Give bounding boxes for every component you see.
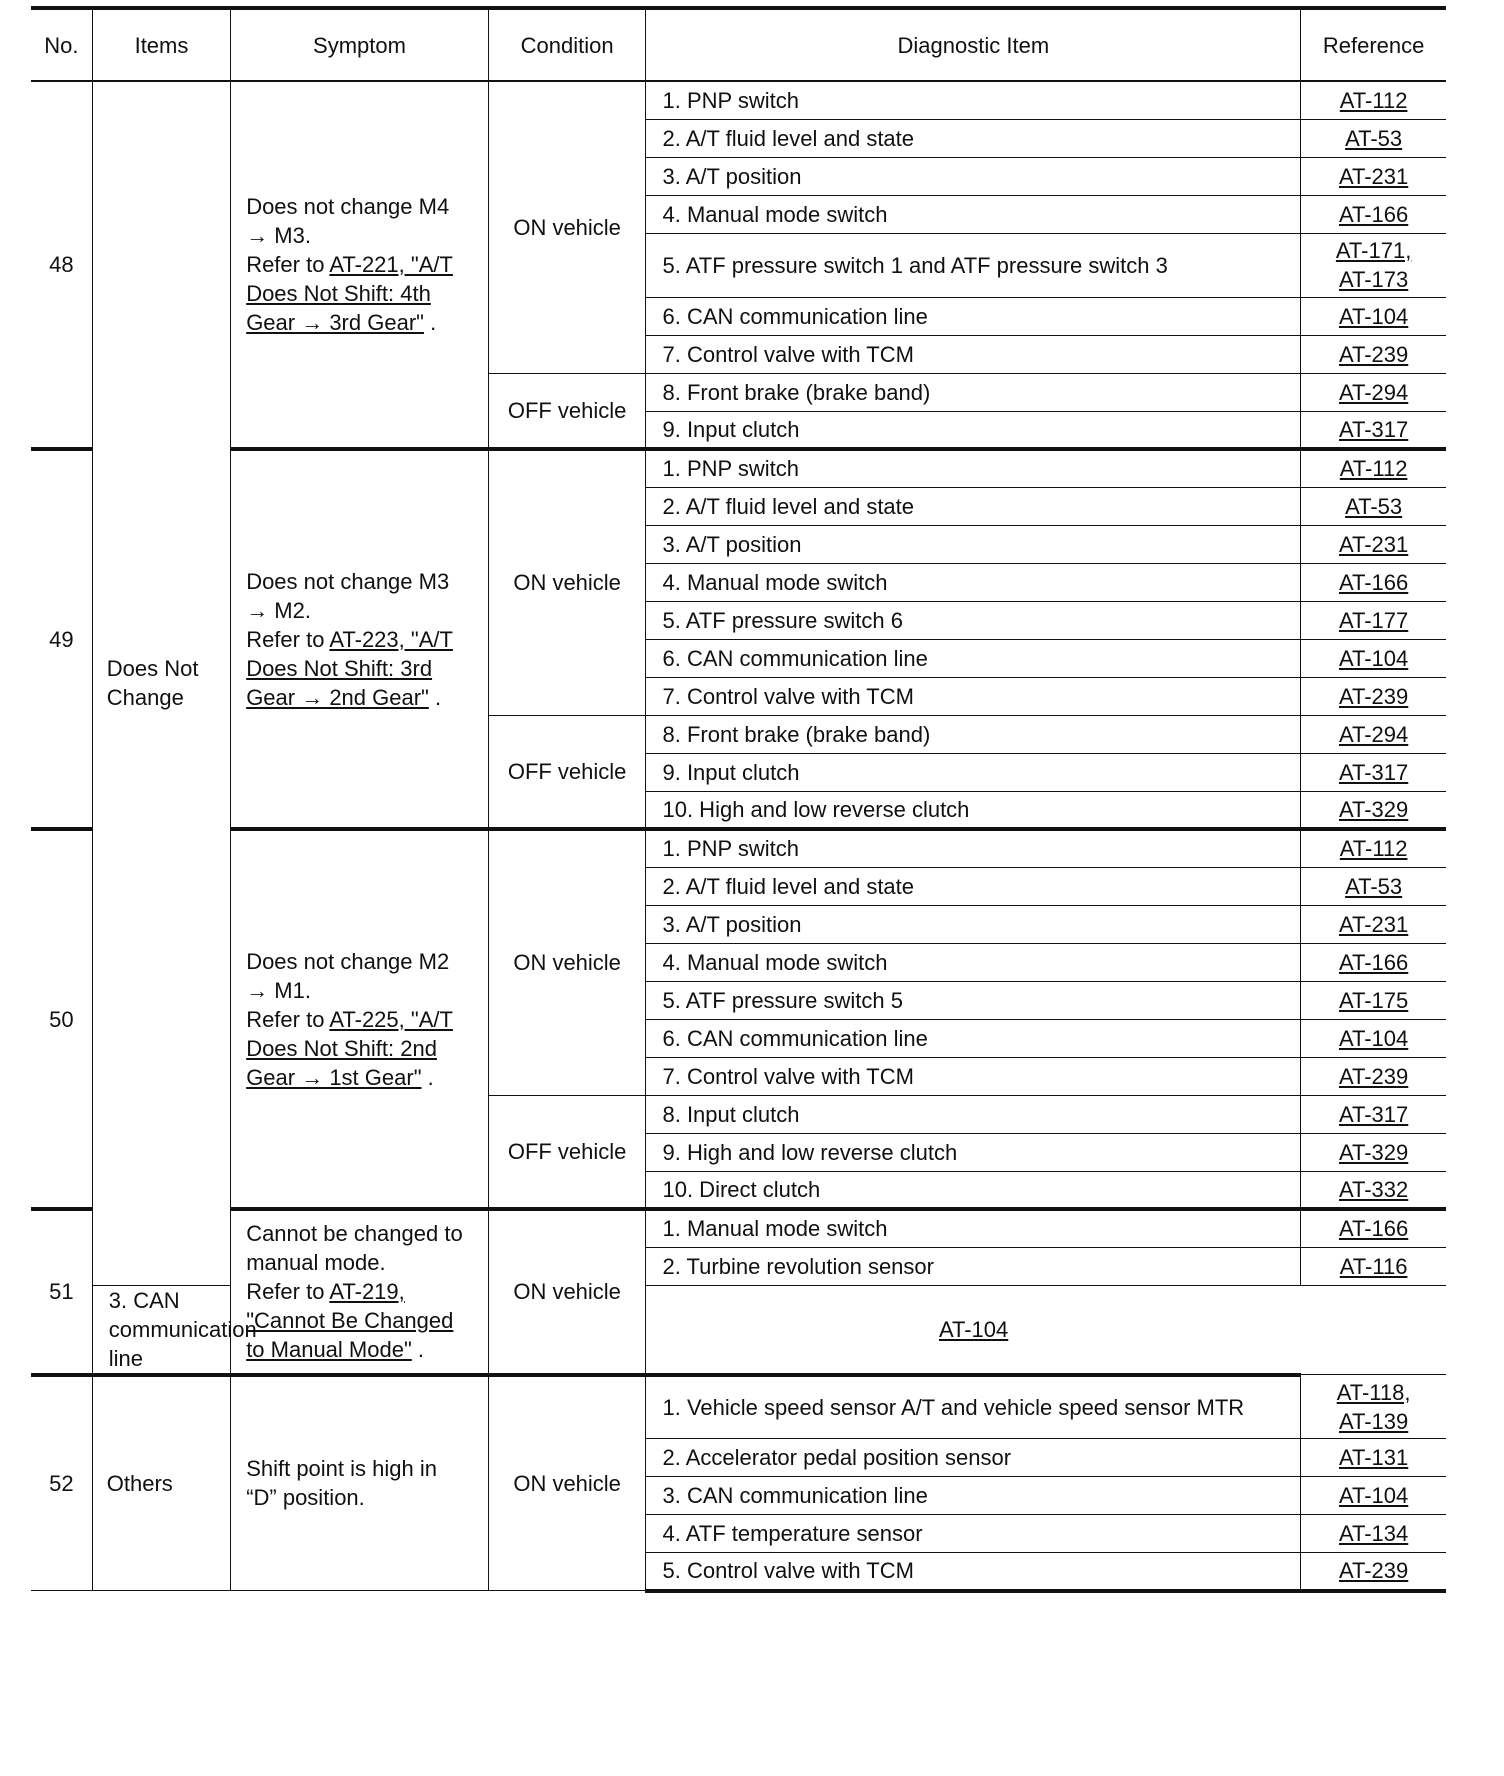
diagnostic-item: 5. ATF pressure switch 6 <box>646 601 1301 639</box>
reference-link[interactable]: AT-139 <box>1338 1408 1409 1434</box>
reference-link[interactable]: AT-332 <box>1338 1176 1409 1202</box>
diagnostic-item: 1. PNP switch <box>646 81 1301 119</box>
diagnostic-item: 6. CAN communication line <box>646 639 1301 677</box>
diagnostic-item: 8. Front brake (brake band) <box>646 373 1301 411</box>
diagnostic-item: 3. A/T position <box>646 157 1301 195</box>
reference-link[interactable]: AT-104 <box>1338 1483 1409 1508</box>
refer-to-text: Refer to <box>246 626 325 652</box>
diagnostic-item: 9. Input clutch <box>646 411 1301 449</box>
symptom-text: Does not change M3 <box>246 568 450 594</box>
condition-cell: OFF vehicle <box>488 715 646 829</box>
reference-link[interactable]: AT-231 <box>1338 531 1409 557</box>
symptom-text: Shift point is high in <box>246 1456 437 1482</box>
refer-to-text: Refer to <box>246 1006 325 1032</box>
reference-link[interactable]: AT-239 <box>1338 683 1409 709</box>
row-number: 51 <box>31 1209 92 1375</box>
reference-link[interactable]: AT-53 <box>1345 873 1403 899</box>
reference-link[interactable]: AT-239 <box>1338 341 1409 367</box>
header-diagnostic-item: Diagnostic Item <box>646 8 1301 81</box>
diagnostic-item: 2. A/T fluid level and state <box>646 867 1301 905</box>
reference-link[interactable]: AT-166 <box>1338 949 1409 975</box>
diagnostic-item: 4. Manual mode switch <box>646 563 1301 601</box>
row-number: 52 <box>31 1375 92 1591</box>
row-number: 49 <box>31 449 92 829</box>
reference-link[interactable]: AT-231 <box>1338 911 1409 937</box>
diagnostic-item: 5. ATF pressure switch 1 and ATF pressure switch 3 <box>646 233 1301 297</box>
reference-link[interactable]: AT-166 <box>1338 201 1409 227</box>
symptom-text: Does not change M2 <box>246 948 450 974</box>
reference-link[interactable]: AT-317 <box>1338 416 1409 442</box>
condition-cell: ON vehicle <box>488 829 646 1095</box>
reference-link[interactable]: AT-231 <box>1338 163 1409 189</box>
row-number: 50 <box>31 829 92 1209</box>
diagnostic-item: 3. CAN communication line <box>646 1477 1301 1515</box>
reference-link[interactable]: AT-112 <box>1339 87 1408 113</box>
reference-link[interactable]: AT-173 <box>1338 267 1409 292</box>
diagnostic-item: 3. A/T position <box>646 525 1301 563</box>
reference-link[interactable]: AT-239 <box>1338 1558 1409 1584</box>
symptom-link[interactable]: Does Not Shift: 2nd <box>246 1035 437 1061</box>
symptom-cell: Does not change M4 → M3. Refer to AT-221, "A/T Does Not Shift: 4th Gear → 3rd Gear" . <box>231 81 489 449</box>
reference-link[interactable]: AT-329 <box>1338 1139 1409 1165</box>
symptom-link[interactable]: AT-219, <box>329 1279 405 1305</box>
diagnostic-item: 9. Input clutch <box>646 753 1301 791</box>
diagnostic-table <box>31 6 1446 1768</box>
symptom-link[interactable]: "Cannot Be Changed <box>246 1308 454 1334</box>
reference-link[interactable]: AT-118, <box>1336 1379 1411 1405</box>
diagnostic-item: 5. Control valve with TCM <box>646 1553 1301 1591</box>
items-cell: Does Not Change <box>92 81 230 1285</box>
diagnostic-item: 1. Manual mode switch <box>646 1209 1301 1247</box>
reference-link[interactable]: AT-131 <box>1338 1445 1409 1470</box>
reference-link[interactable]: AT-317 <box>1338 759 1409 785</box>
refer-to-text: Refer to <box>246 252 325 277</box>
diagnostic-item: 4. ATF temperature sensor <box>646 1515 1301 1553</box>
symptom-text: Cannot be changed to <box>246 1221 463 1247</box>
symptom-cell: Does not change M3 → M2. Refer to AT-223, "A/T Does Not Shift: 3rd Gear → 2nd Gear" . <box>231 449 489 829</box>
reference-link[interactable]: AT-171, <box>1335 238 1412 263</box>
reference-link[interactable]: AT-166 <box>1338 569 1409 595</box>
header-condition: Condition <box>488 8 646 81</box>
diagnostic-item: 7. Control valve with TCM <box>646 677 1301 715</box>
symptom-text: → M3. <box>246 223 311 248</box>
header-symptom: Symptom <box>231 8 489 81</box>
symptom-cell <box>231 1375 489 1591</box>
reference-link[interactable]: AT-294 <box>1338 379 1409 405</box>
diagnostic-item: 4. Manual mode switch <box>646 195 1301 233</box>
condition-cell: ON vehicle <box>488 81 646 373</box>
reference-link[interactable]: AT-112 <box>1339 456 1408 482</box>
table-row <box>31 1209 1446 1247</box>
diagnostic-item: 7. Control valve with TCM <box>646 1057 1301 1095</box>
diagnostic-item: 8. Input clutch <box>646 1095 1301 1133</box>
diagnostic-item: 6. CAN communication line <box>646 1019 1301 1057</box>
diagnostic-item: 2. Accelerator pedal position sensor <box>646 1439 1301 1477</box>
table-row <box>31 449 1446 487</box>
reference-link[interactable]: AT-104 <box>1338 303 1409 329</box>
reference-link[interactable]: AT-134 <box>1338 1521 1409 1546</box>
reference-link[interactable]: AT-104 <box>1338 645 1409 671</box>
diagnostic-item: 1. PNP switch <box>646 829 1301 867</box>
condition-cell: ON vehicle <box>488 1375 646 1591</box>
reference-link[interactable]: AT-177 <box>1338 607 1409 633</box>
symptom-cell: Does not change M2 → M1. Refer to AT-225, "A/T Does Not Shift: 2nd Gear → 1st Gear" . <box>231 829 489 1209</box>
symptom-text: → M2. <box>246 597 311 623</box>
header-row <box>31 8 1446 81</box>
diagnostic-item: 1. Vehicle speed sensor A/T and vehicle speed sensor MTR <box>646 1375 1301 1439</box>
items-cell: Others <box>92 1375 230 1591</box>
diagnostic-item: 2. A/T fluid level and state <box>646 119 1301 157</box>
diagnostic-item: 5. ATF pressure switch 5 <box>646 981 1301 1019</box>
reference-link[interactable]: AT-175 <box>1338 987 1409 1013</box>
diagnostic-item: 1. PNP switch <box>646 449 1301 487</box>
reference-link[interactable]: AT-166 <box>1338 1216 1409 1242</box>
reference-link[interactable]: AT-294 <box>1338 721 1409 747</box>
table-row <box>31 81 1446 119</box>
table-row <box>31 829 1446 867</box>
symptom-link[interactable]: AT-221, "A/T <box>329 252 453 277</box>
condition-cell: ON vehicle <box>488 449 646 715</box>
reference-link[interactable]: AT-53 <box>1345 125 1403 151</box>
diagnostic-item: 3. CAN communication line <box>92 1285 230 1375</box>
symptom-link[interactable]: AT-225, "A/T <box>329 1006 453 1032</box>
reference-link[interactable]: AT-53 <box>1345 493 1403 519</box>
condition-cell: OFF vehicle <box>488 1095 646 1209</box>
symptom-link[interactable]: Gear → 2nd Gear" <box>246 684 429 710</box>
reference-link[interactable]: AT-116 <box>1339 1253 1408 1279</box>
symptom-text: “D” position. <box>246 1485 365 1511</box>
reference-link[interactable]: AT-239 <box>1338 1063 1409 1089</box>
reference-link[interactable]: AT-112 <box>1339 836 1408 862</box>
diagnostic-item: 10. Direct clutch <box>646 1171 1301 1209</box>
condition-cell: ON vehicle <box>488 1209 646 1375</box>
symptom-link[interactable]: Gear → 3rd Gear" <box>246 310 424 335</box>
diagnostic-item: 8. Front brake (brake band) <box>646 715 1301 753</box>
symptom-link[interactable]: Gear → 1st Gear" <box>246 1064 422 1090</box>
symptom-link[interactable]: to Manual Mode" <box>246 1337 412 1363</box>
header-reference: Reference <box>1301 8 1446 81</box>
header-no: No. <box>31 8 92 81</box>
diagnostic-item: 10. High and low reverse clutch <box>646 791 1301 829</box>
table-row <box>31 1375 1446 1439</box>
diagnostic-item: 2. Turbine revolution sensor <box>646 1247 1301 1285</box>
reference-link[interactable]: AT-104 <box>1338 1025 1409 1051</box>
diagnostic-item: 3. A/T position <box>646 905 1301 943</box>
condition-cell: OFF vehicle <box>488 373 646 449</box>
diagnostic-item: 6. CAN communication line <box>646 297 1301 335</box>
symptom-text: Does not change M4 <box>246 194 450 219</box>
reference-link[interactable]: AT-104 <box>938 1316 1009 1342</box>
symptom-link[interactable]: Does Not Shift: 4th <box>246 281 431 306</box>
symptom-link[interactable]: AT-223, "A/T <box>329 626 453 652</box>
symptom-text: manual mode. <box>246 1250 386 1276</box>
reference-link[interactable]: AT-317 <box>1338 1101 1409 1127</box>
symptom-text: → M1. <box>246 977 311 1003</box>
header-items: Items <box>92 8 230 81</box>
symptom-link[interactable]: Does Not Shift: 3rd <box>246 655 433 681</box>
reference-link[interactable]: AT-329 <box>1338 796 1409 822</box>
diagnostic-item: 2. A/T fluid level and state <box>646 487 1301 525</box>
refer-to-text: Refer to <box>246 1279 325 1305</box>
diagnostic-item: 4. Manual mode switch <box>646 943 1301 981</box>
diagnostic-item: 9. High and low reverse clutch <box>646 1133 1301 1171</box>
row-number: 48 <box>31 81 92 449</box>
diagnostic-item: 7. Control valve with TCM <box>646 335 1301 373</box>
symptom-cell: Cannot be changed to manual mode. Refer to AT-219, "Cannot Be Changed to Manual Mode" . <box>231 1209 489 1375</box>
